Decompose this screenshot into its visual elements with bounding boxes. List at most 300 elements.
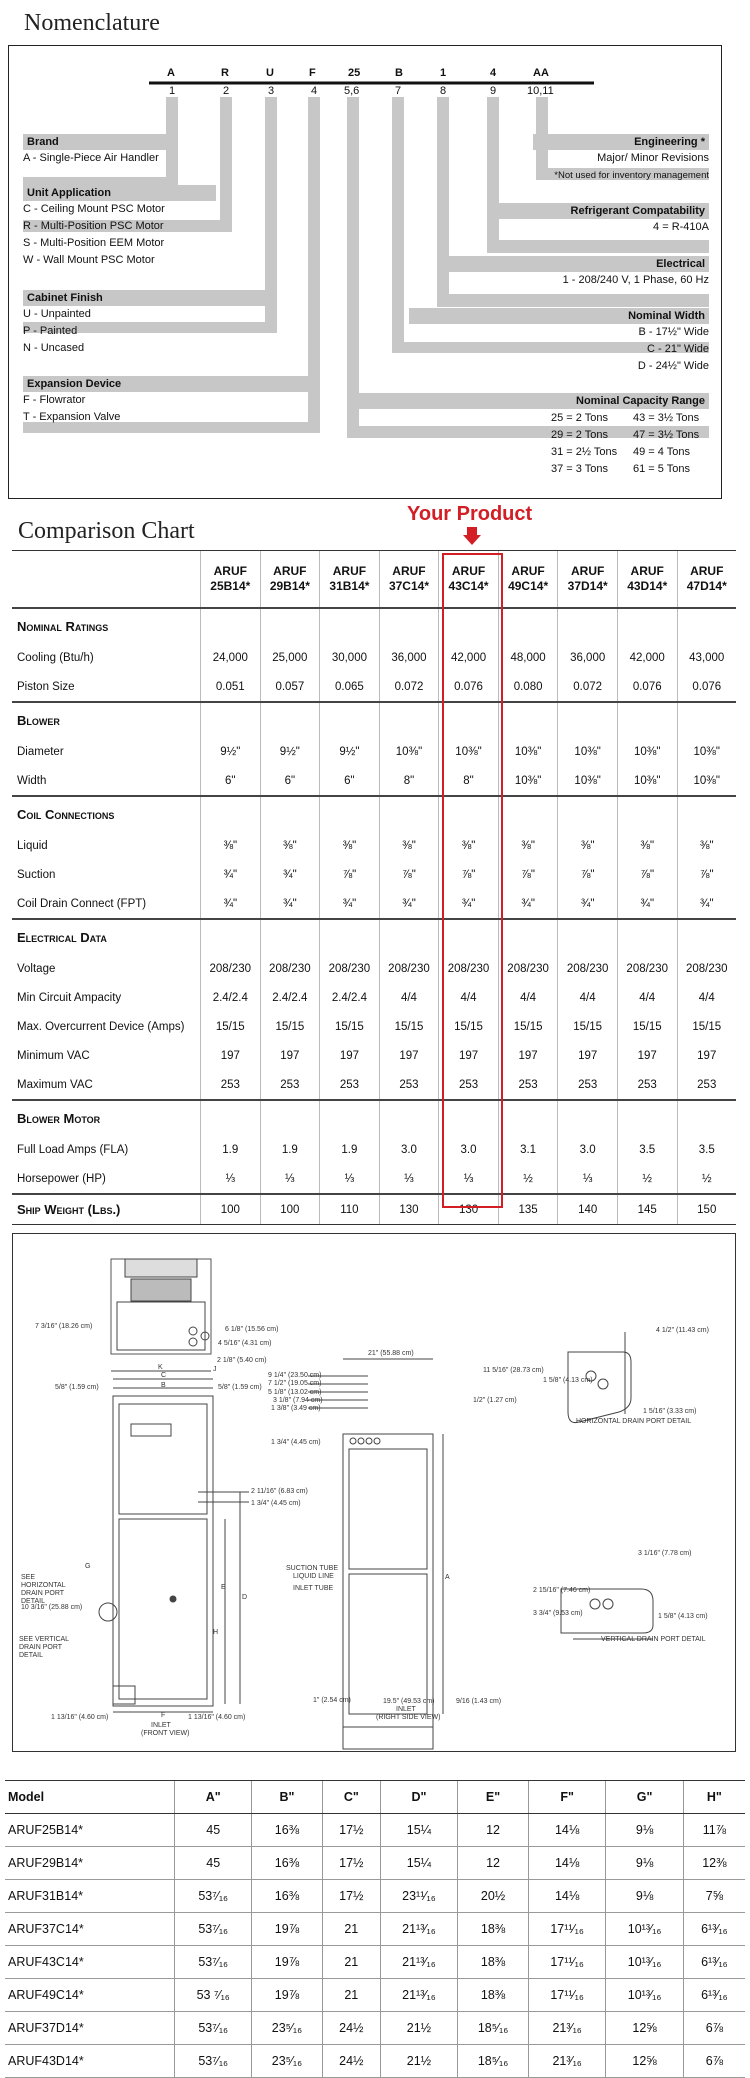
section-spacer [320, 796, 380, 831]
nominal-width-heading: Nominal Width [409, 308, 709, 324]
section-spacer [201, 1100, 261, 1135]
model-series: ARUF [630, 564, 664, 578]
dim-cell: 6¹³⁄₁₆ [683, 1913, 745, 1946]
model-suffix: 43C14* [448, 579, 489, 593]
unit-dimension-drawing-svg [13, 1234, 735, 1751]
spec-value: ¾" [379, 889, 439, 919]
model-header [558, 551, 618, 609]
section-spacer [677, 608, 736, 643]
code-letter: A [167, 67, 175, 79]
dim-label: 4 1/2" (11.43 cm) [656, 1327, 709, 1334]
suction-tube-label: SUCTION TUBE [286, 1565, 338, 1572]
spec-value: 4/4 [617, 983, 677, 1012]
dim-label: 1 13/16" (4.60 cm) [188, 1714, 246, 1721]
dim-cell: 21 [322, 1913, 380, 1946]
spec-value: ½ [617, 1164, 677, 1194]
spec-value: ⅞" [677, 860, 736, 889]
spec-row [12, 983, 736, 1012]
spec-value: 43,000 [677, 643, 736, 672]
spec-label: Cooling (Btu/h) [17, 651, 94, 664]
spec-value: 253 [498, 1070, 558, 1100]
spec-row [12, 1012, 736, 1041]
spec-value: ⅓ [260, 1164, 320, 1194]
spec-value: ¾" [677, 889, 736, 919]
right-view-label: (RIGHT SIDE VIEW) [376, 1714, 441, 1721]
ship-weight-value: 110 [320, 1194, 380, 1225]
spec-value: 10⅜" [617, 737, 677, 766]
section-name: Electrical Data [12, 919, 201, 954]
dim-cell: 15¼ [380, 1814, 457, 1847]
spec-value: ⅜" [677, 831, 736, 860]
dim-cell: 11⅞ [683, 1814, 745, 1847]
section-spacer [260, 608, 320, 643]
spec-value: ⅜" [439, 831, 499, 860]
comparison-table [12, 550, 736, 1225]
engineering-legend [499, 134, 709, 184]
capacity-heading: Nominal Capacity Range [359, 393, 709, 409]
spec-value: 3.0 [379, 1135, 439, 1164]
section-spacer [260, 1100, 320, 1135]
dim-cell: 6¹³⁄₁₆ [683, 1946, 745, 1979]
engineering-option: Major/ Minor Revisions [597, 152, 709, 164]
spec-row [12, 1070, 736, 1100]
cabinet-finish-option: N - Uncased [23, 342, 85, 354]
dim-letter: K [158, 1364, 163, 1371]
spec-value: 4/4 [379, 983, 439, 1012]
capacity-legend [359, 393, 709, 409]
spec-row [12, 889, 736, 919]
spec-value: ⅜" [379, 831, 439, 860]
dim-cell: 10¹³⁄₁₆ [606, 1979, 683, 2012]
expansion-device-legend [23, 376, 323, 426]
spec-value: ¾" [498, 889, 558, 919]
spec-label: Minimum VAC [17, 1049, 90, 1062]
dim-cell: 21½ [380, 2012, 457, 2045]
dim-cell: 12 [458, 1847, 529, 1880]
dim-cell: 21³⁄₁₆ [528, 2045, 605, 2078]
ship-weight-value: 145 [617, 1194, 677, 1225]
spec-value: 197 [260, 1041, 320, 1070]
nominal-width-option: C - 21" Wide [647, 343, 709, 355]
spec-row [12, 766, 736, 796]
electrical-option: 1 - 208/240 V, 1 Phase, 60 Hz [562, 274, 709, 286]
spec-label: Min Circuit Ampacity [17, 991, 122, 1004]
table-row [5, 2045, 745, 2078]
dim-cell: 14⅛ [528, 1880, 605, 1913]
section-spacer [201, 919, 261, 954]
spec-value: 253 [617, 1070, 677, 1100]
model-cell: ARUF31B14* [5, 1880, 175, 1913]
section-spacer [558, 702, 618, 737]
model-header [260, 551, 320, 609]
dim-label: 2 11/16" (6.83 cm) [251, 1488, 308, 1495]
spec-value: 6" [201, 766, 261, 796]
spec-value: ⅜" [320, 831, 380, 860]
model-series: ARUF [451, 564, 486, 578]
dim-cell: 15¼ [380, 1847, 457, 1880]
cabinet-finish-option: P - Painted [23, 325, 78, 337]
spec-value: ⅓ [379, 1164, 439, 1194]
section-spacer [617, 919, 677, 954]
spec-value: ¾" [558, 889, 618, 919]
nominal-width-option: B - 17½" Wide [638, 326, 709, 338]
comparison-title: Comparison Chart [18, 518, 195, 544]
spec-value: 3.1 [498, 1135, 558, 1164]
section-spacer [379, 1100, 439, 1135]
dim-letter: F [161, 1712, 166, 1719]
dim-cell: 21 [322, 1946, 380, 1979]
spec-value: 253 [439, 1070, 499, 1100]
spec-value: 208/230 [558, 954, 618, 983]
spec-value: ⅜" [260, 831, 320, 860]
capacity-option: 37 = 3 Tons [551, 463, 608, 475]
code-position: 1 [169, 85, 176, 97]
spec-value: ⅞" [439, 860, 499, 889]
dim-label: 4 5/16" (4.31 cm) [218, 1340, 272, 1347]
spec-value: 3.0 [558, 1135, 618, 1164]
model-suffix: 29B14* [269, 579, 310, 593]
section-spacer [677, 702, 736, 737]
spec-value: 9½" [320, 737, 380, 766]
spec-value: 3.5 [677, 1135, 736, 1164]
spec-value: ⅞" [558, 860, 618, 889]
spec-value: 10⅜" [617, 766, 677, 796]
section-row [12, 702, 736, 737]
spec-value: 30,000 [320, 643, 380, 672]
spec-value: 3.5 [617, 1135, 677, 1164]
spec-value: 253 [320, 1070, 380, 1100]
spec-value: 48,000 [498, 643, 558, 672]
spec-row [12, 737, 736, 766]
table-row [5, 1880, 745, 1913]
dim-letter: G [85, 1563, 91, 1570]
spec-value: 10⅜" [558, 737, 618, 766]
spec-value: ¾" [617, 889, 677, 919]
section-spacer [617, 702, 677, 737]
spec-value: 10⅜" [558, 766, 618, 796]
model-series: ARUF [392, 564, 426, 578]
dim-header: H" [683, 1781, 745, 1814]
code-position: 5,6 [344, 85, 360, 97]
dim-header: G" [606, 1781, 683, 1814]
spec-value: 0.065 [320, 672, 380, 702]
code-letter: R [221, 67, 229, 79]
model-header [498, 551, 558, 609]
dim-cell: 53⁷⁄₁₆ [175, 1913, 252, 1946]
spec-row [12, 831, 736, 860]
capacity-option: 43 = 3½ Tons [633, 412, 700, 424]
spec-value: 197 [677, 1041, 736, 1070]
dim-label: 6 1/8" (15.56 cm) [225, 1326, 279, 1333]
dim-cell: 12⅝ [606, 2012, 683, 2045]
spec-value: 0.051 [201, 672, 261, 702]
spec-value: 208/230 [201, 954, 261, 983]
dim-cell: 17¹¹⁄₁₆ [528, 1913, 605, 1946]
spec-value: 253 [558, 1070, 618, 1100]
spec-value: 9½" [201, 737, 261, 766]
dim-cell: 16⅜ [252, 1847, 323, 1880]
dim-label: 9/16 (1.43 cm) [456, 1698, 502, 1705]
spec-value: 15/15 [558, 1012, 618, 1041]
dim-cell: 10¹³⁄₁₆ [606, 1913, 683, 1946]
section-spacer [498, 796, 558, 831]
dim-cell: 21 [322, 1979, 380, 2012]
section-spacer [320, 608, 380, 643]
unit-application-option: R - Multi-Position PSC Motor [23, 220, 164, 232]
model-header [379, 551, 439, 609]
ship-weight-row [12, 1194, 736, 1225]
section-spacer [439, 796, 499, 831]
spec-value: 2.4/2.4 [320, 983, 380, 1012]
section-spacer [498, 919, 558, 954]
brand-heading: Brand [23, 134, 173, 150]
spec-value: ¾" [201, 860, 261, 889]
dim-label: 21" (55.88 cm) [368, 1350, 414, 1357]
spec-value: 36,000 [558, 643, 618, 672]
dimensions-table [5, 1780, 745, 2078]
section-spacer [260, 919, 320, 954]
engineering-heading: Engineering * [533, 134, 709, 150]
section-row [12, 919, 736, 954]
dim-header: A" [175, 1781, 252, 1814]
code-letter: 4 [490, 67, 497, 79]
dim-cell: 6⅞ [683, 2012, 745, 2045]
model-cell: ARUF43D14* [5, 2045, 175, 2078]
spec-value: 197 [320, 1041, 380, 1070]
spec-label: Suction [17, 868, 56, 881]
model-header [439, 551, 499, 609]
see-vertical-note: SEE VERTICAL DRAIN PORT DETAIL [19, 1636, 69, 1659]
dim-cell: 21½ [380, 2045, 457, 2078]
dim-cell: 9⅛ [606, 1880, 683, 1913]
dim-label: 1 5/8" (4.13 cm) [658, 1613, 708, 1620]
dim-cell: 45 [175, 1814, 252, 1847]
spec-value: 253 [260, 1070, 320, 1100]
spec-value: 197 [379, 1041, 439, 1070]
dim-cell: 53⁷⁄₁₆ [175, 1946, 252, 1979]
spec-value: 208/230 [677, 954, 736, 983]
model-header [677, 551, 736, 609]
refrigerant-option: 4 = R-410A [653, 221, 709, 233]
horizontal-detail-caption: HORIZONTAL DRAIN PORT DETAIL [576, 1418, 692, 1425]
spec-value: 0.076 [617, 672, 677, 702]
dim-label: 11 5/16" (28.73 cm) [483, 1367, 544, 1374]
dim-cell: 18⅜ [458, 1946, 529, 1979]
spec-value: 10⅜" [379, 737, 439, 766]
dim-label: 2 15/16" (7.46 cm) [533, 1587, 591, 1594]
dim-cell: 53 ⁷⁄₁₆ [175, 1979, 252, 2012]
spec-value: 197 [617, 1041, 677, 1070]
table-row [5, 1979, 745, 2012]
spec-value: 36,000 [379, 643, 439, 672]
model-suffix: 37D14* [567, 579, 608, 593]
nomenclature-title: Nomenclature [24, 10, 160, 36]
model-suffix: 31B14* [329, 579, 370, 593]
dimension-drawing [12, 1233, 736, 1752]
spec-row [12, 954, 736, 983]
ship-weight-label: Ship Weight (Lbs.) [12, 1194, 201, 1225]
spec-value: 1.9 [260, 1135, 320, 1164]
dim-label: 3 1/16" (7.78 cm) [638, 1550, 692, 1557]
section-spacer [320, 702, 380, 737]
dim-letter: J [213, 1366, 217, 1373]
code-position: 2 [223, 85, 230, 97]
dim-letter: D [242, 1594, 248, 1601]
section-spacer [558, 1100, 618, 1135]
spec-value: ⅞" [320, 860, 380, 889]
spec-row [12, 1135, 736, 1164]
spec-label: Max. Overcurrent Device (Amps) [17, 1020, 185, 1033]
model-suffix: 37C14* [388, 579, 429, 593]
spec-label: Coil Drain Connect (FPT) [17, 897, 147, 910]
spec-value: 8" [439, 766, 499, 796]
engineering-note: *Not used for inventory management [554, 170, 709, 181]
dim-header: D" [380, 1781, 457, 1814]
spec-value: 25,000 [260, 643, 320, 672]
section-spacer [439, 1100, 499, 1135]
spec-value: ¾" [320, 889, 380, 919]
capacity-options-right [633, 410, 713, 478]
spec-label: Full Load Amps (FLA) [17, 1143, 129, 1156]
ship-weight-value: 100 [201, 1194, 261, 1225]
brand-legend [23, 134, 173, 167]
ship-weight-value: 130 [439, 1194, 499, 1225]
spec-value: 10⅜" [677, 766, 736, 796]
spec-value: 6" [320, 766, 380, 796]
spec-value: ½ [677, 1164, 736, 1194]
spec-value: ¾" [260, 860, 320, 889]
refrigerant-legend [449, 203, 709, 236]
spec-value: 24,000 [201, 643, 261, 672]
dim-cell: 12⅜ [683, 1847, 745, 1880]
inlet-tube-label: INLET TUBE [293, 1585, 334, 1592]
expansion-device-option: F - Flowrator [23, 394, 86, 406]
section-spacer [617, 1100, 677, 1135]
spec-value: 197 [498, 1041, 558, 1070]
dim-cell: 53⁷⁄₁₆ [175, 2012, 252, 2045]
spec-value: 4/4 [677, 983, 736, 1012]
model-header [320, 551, 380, 609]
dim-cell: 17½ [322, 1880, 380, 1913]
spec-value: 15/15 [617, 1012, 677, 1041]
dim-label: 5/8" (1.59 cm) [218, 1384, 262, 1391]
section-spacer [498, 702, 558, 737]
model-series: ARUF [273, 564, 307, 578]
code-letter: 25 [348, 67, 361, 79]
section-spacer [379, 702, 439, 737]
spec-value: 4/4 [439, 983, 499, 1012]
dim-cell: 19⅞ [252, 1913, 323, 1946]
dim-header: E" [458, 1781, 529, 1814]
model-suffix: 47D14* [686, 579, 727, 593]
capacity-option: 49 = 4 Tons [633, 446, 690, 458]
dim-label: 3 1/8" (7.94 cm) [273, 1397, 323, 1404]
capacity-option: 61 = 5 Tons [633, 463, 690, 475]
dim-cell: 14⅛ [528, 1814, 605, 1847]
see-horizontal-note: SEE HORIZONTAL DRAIN PORT DETAIL [21, 1574, 66, 1605]
spec-value: 1.9 [201, 1135, 261, 1164]
nominal-width-option: D - 24½" Wide [637, 360, 709, 372]
section-spacer [379, 919, 439, 954]
spec-value: ⅓ [320, 1164, 380, 1194]
dim-label: 5/8" (1.59 cm) [55, 1384, 99, 1391]
dim-cell: 23¹¹⁄₁₆ [380, 1880, 457, 1913]
section-spacer [260, 702, 320, 737]
ship-weight-value: 150 [677, 1194, 736, 1225]
dim-cell: 53⁷⁄₁₆ [175, 2045, 252, 2078]
dim-cell: 45 [175, 1847, 252, 1880]
section-spacer [558, 919, 618, 954]
dim-cell: 9⅛ [606, 1814, 683, 1847]
capacity-option: 47 = 3½ Tons [633, 429, 700, 441]
electrical-heading: Electrical [439, 256, 709, 272]
section-row [12, 796, 736, 831]
spec-value: 208/230 [320, 954, 380, 983]
spec-label: Maximum VAC [17, 1078, 93, 1091]
dim-cell: 18⁵⁄₁₆ [458, 2045, 529, 2078]
dim-label: 1" (2.54 cm) [313, 1697, 351, 1704]
dim-letter: H [213, 1629, 219, 1636]
spec-value: 0.072 [558, 672, 618, 702]
liquid-line-label: LIQUID LINE [293, 1573, 334, 1580]
comparison-header-row [12, 551, 736, 609]
front-view-label: (FRONT VIEW) [141, 1730, 190, 1737]
spec-label: Voltage [17, 962, 56, 975]
spec-value: ⅜" [201, 831, 261, 860]
spec-value: ⅓ [558, 1164, 618, 1194]
spec-value: ⅞" [617, 860, 677, 889]
dim-letter: A [445, 1574, 450, 1581]
dim-cell: 21¹³⁄₁₆ [380, 1913, 457, 1946]
model-header [617, 551, 677, 609]
spec-value: 0.080 [498, 672, 558, 702]
section-spacer [558, 608, 618, 643]
down-arrow-icon [463, 527, 481, 545]
dim-cell: 20½ [458, 1880, 529, 1913]
dim-cell: 9⅛ [606, 1847, 683, 1880]
spec-row [12, 643, 736, 672]
model-series: ARUF [570, 564, 605, 578]
spec-value: 0.076 [677, 672, 736, 702]
dim-label: 1/2" (1.27 cm) [473, 1397, 517, 1404]
spec-value: ¾" [201, 889, 261, 919]
capacity-option: 31 = 2½ Tons [551, 446, 618, 458]
spec-value: 2.4/2.4 [201, 983, 261, 1012]
capacity-options-left [551, 410, 633, 478]
dim-label: 2 1/8" (5.40 cm) [217, 1357, 267, 1364]
your-product-label: Your Product [407, 503, 533, 525]
spec-value: 15/15 [498, 1012, 558, 1041]
code-letter: AA [533, 67, 549, 79]
dim-label: 9 1/4" (23.50 cm) [268, 1372, 322, 1379]
model-cell: ARUF43C14* [5, 1946, 175, 1979]
section-row [12, 1100, 736, 1135]
dim-header: F" [528, 1781, 605, 1814]
model-cell: ARUF25B14* [5, 1814, 175, 1847]
dim-cell: 16⅜ [252, 1814, 323, 1847]
code-letter: 1 [440, 67, 447, 79]
spec-value: 0.057 [260, 672, 320, 702]
spec-value: 10⅜" [498, 766, 558, 796]
dim-cell: 12 [458, 1814, 529, 1847]
ship-weight-value: 130 [379, 1194, 439, 1225]
unit-application-heading: Unit Application [23, 185, 216, 201]
spec-value: 8" [379, 766, 439, 796]
dim-label: 1 5/16" (3.33 cm) [643, 1408, 697, 1415]
dim-label: 1 5/8" (4.13 cm) [543, 1377, 593, 1384]
spec-value: 208/230 [260, 954, 320, 983]
ship-weight-value: 135 [498, 1194, 558, 1225]
